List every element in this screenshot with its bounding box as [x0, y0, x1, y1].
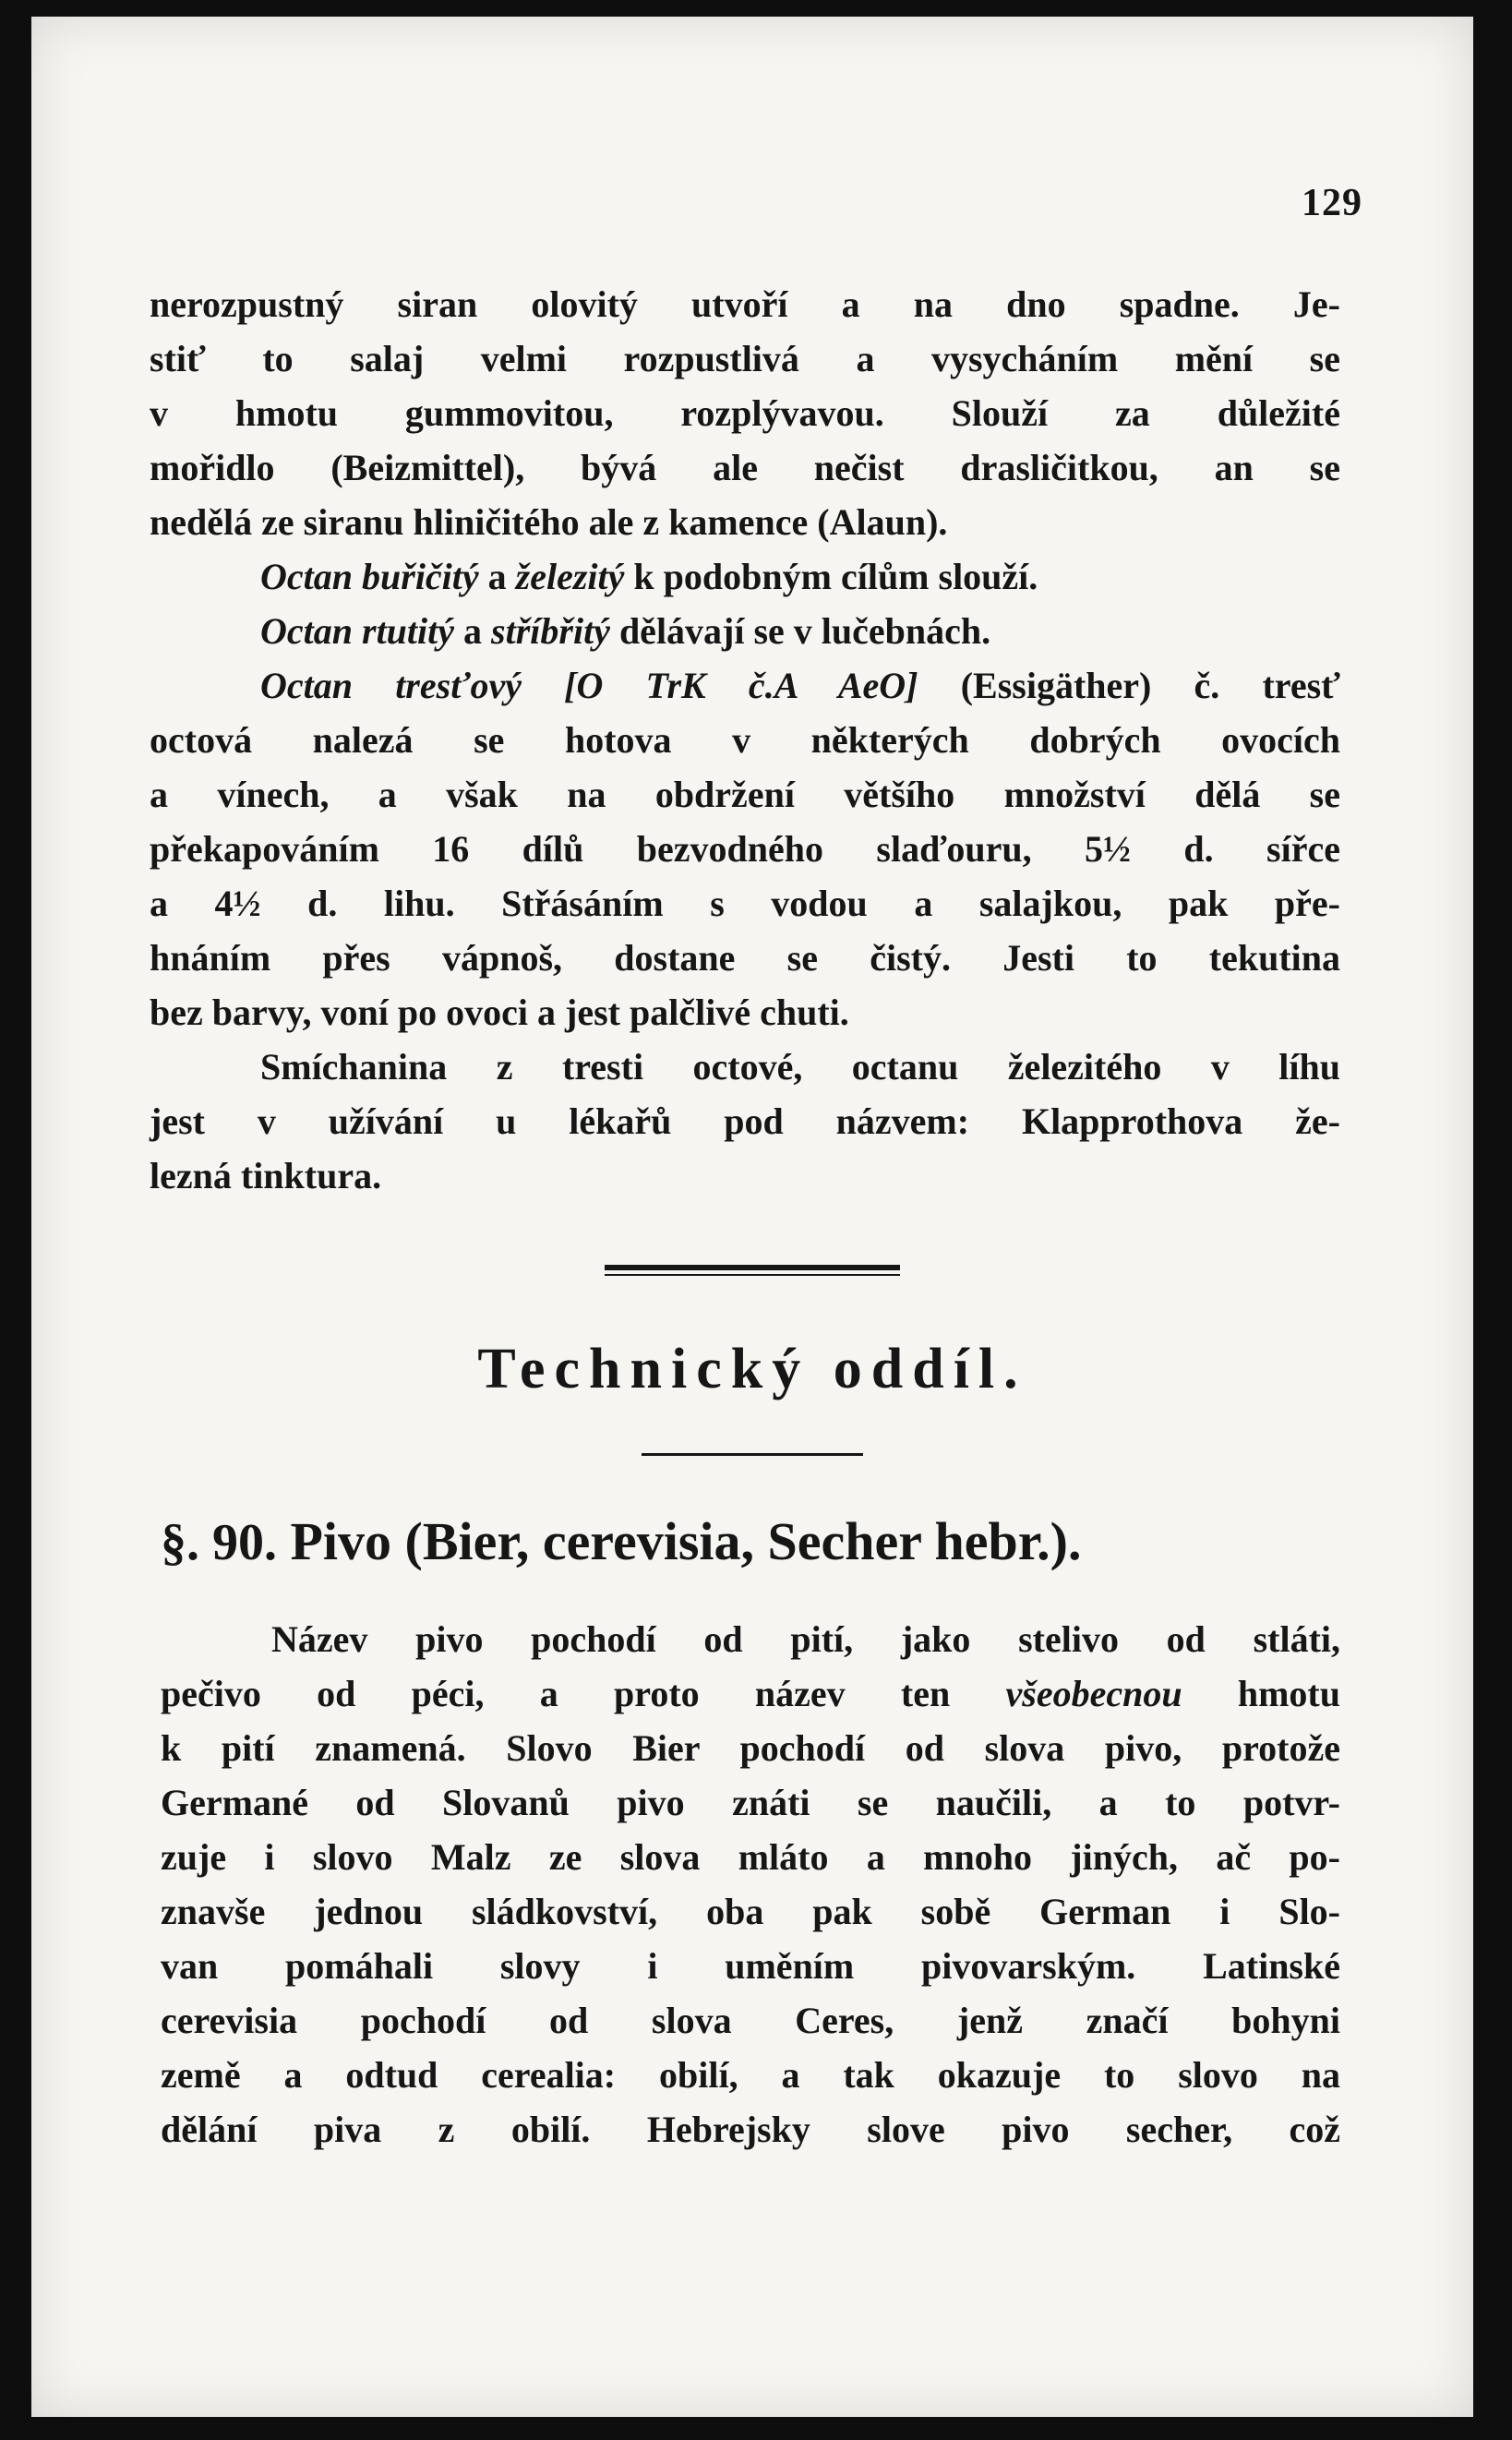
- text-line: Smíchanina z tresti octové, octanu železitého v líhu: [260, 1046, 1340, 1088]
- text-fragment: pečivo od péci, a proto název ten: [161, 1673, 1006, 1714]
- paragraph-5: [150, 1040, 1340, 1203]
- text-line: v hmotu gummovitou, rozplývavou. Slouží za důležité: [150, 392, 1340, 434]
- text-fragment: a: [454, 610, 492, 652]
- text-fragment: k podobným cílům slouží.: [624, 556, 1038, 597]
- text-line: lezná tinktura.: [150, 1155, 382, 1196]
- text-line: Název pivo pochodí od pití, jako stelivo od stláti,: [271, 1618, 1340, 1660]
- text-line: [150, 549, 1340, 604]
- paragraph-1: [150, 277, 1340, 549]
- text-line: stiť to salaj velmi rozpustlivá a vysycháním mění se: [150, 338, 1340, 379]
- section-number: §. 90.: [161, 1514, 277, 1571]
- text-line: překapováním 16 dílů bezvodného slaďouru, 5½ d. sířce: [150, 828, 1340, 870]
- text-line: cerevisia pochodí od slova Ceres, jenž značí bohyni: [161, 2000, 1340, 2041]
- text-line: hnáním přes vápnoš, dostane se čistý. Jesti to tekutina: [150, 937, 1340, 979]
- italic-term: Octan buřičitý: [260, 556, 479, 597]
- paragraph-3: [150, 604, 1340, 658]
- section-title-text: Pivo (Bier, cerevisia, Secher hebr.).: [290, 1511, 1082, 1571]
- paragraph-6: [161, 1612, 1340, 2157]
- text-line: nerozpustný siran olovitý utvoří a na dno spadne. Je-: [150, 283, 1340, 325]
- page-number: 129: [1302, 182, 1362, 224]
- text-line: země a odtud cerealia: obilí, a tak okazuje to slovo na: [161, 2054, 1340, 2096]
- heading-underline: [642, 1453, 863, 1456]
- double-rule-divider: [605, 1265, 900, 1270]
- text-fragment: hmotu: [1182, 1673, 1340, 1714]
- text-line: Germané od Slovanů pivo znáti se naučili, a to potvr-: [161, 1782, 1340, 1823]
- text-line: zuje i slovo Malz ze slova mláto a mnoho jiných, ač po-: [161, 1836, 1340, 1878]
- text-line: jest v užívání u lékařů pod názvem: Klapprothova že-: [150, 1100, 1340, 1142]
- text-line: dělání piva z obilí. Hebrejsky slove pivo secher, což: [161, 2109, 1340, 2150]
- italic-term: železitý: [515, 556, 625, 597]
- italic-term: všeobecnou: [1005, 1673, 1182, 1714]
- text-line: van pomáhali slovy i uměním pivovarským. Latinské: [161, 1945, 1340, 1987]
- text-line: nedělá ze siranu hliničitého ale z kamence (Alaun).: [150, 501, 948, 543]
- paragraph-4: [150, 658, 1340, 1040]
- text-line: znavše jednou sládkovství, oba pak sobě German i Slo-: [161, 1891, 1340, 1932]
- text-line: a 4½ d. lihu. Střásáním s vodou a salajkou, pak pře-: [150, 883, 1340, 924]
- text-fragment: dělávají se v lučebnách.: [609, 610, 991, 652]
- text-line: a vínech, a však na obdržení většího množství dělá se: [150, 774, 1340, 815]
- text-line: [150, 658, 1340, 713]
- bottom-text-block: [161, 1612, 1340, 2157]
- text-line: [150, 604, 1340, 658]
- section-heading: Technický oddíl.: [477, 1338, 1027, 1400]
- text-line: [161, 1666, 1340, 1721]
- text-line: bez barvy, voní po ovoci a jest palčlivé chuti.: [150, 992, 849, 1033]
- text-fragment: a: [478, 556, 516, 597]
- italic-term: stříbřitý: [491, 610, 610, 652]
- text-line: octová nalezá se hotova v některých dobrých ovocích: [150, 719, 1340, 761]
- text-line: k pití znamená. Slovo Bier pochodí od slova pivo, protože: [161, 1727, 1340, 1769]
- top-text-block: [150, 277, 1340, 1203]
- text-line: mořidlo (Beizmittel), bývá ale nečist drasličitkou, an se: [150, 447, 1340, 488]
- paragraph-title: [161, 1510, 1362, 1572]
- book-page: [31, 17, 1473, 2417]
- italic-term: Octan tresťový [O TrK č.A AeO]: [260, 665, 918, 706]
- paragraph-2: [150, 549, 1340, 604]
- text-fragment: (Essigäther) č. tresť: [918, 665, 1341, 706]
- italic-term: Octan rtutitý: [260, 610, 455, 652]
